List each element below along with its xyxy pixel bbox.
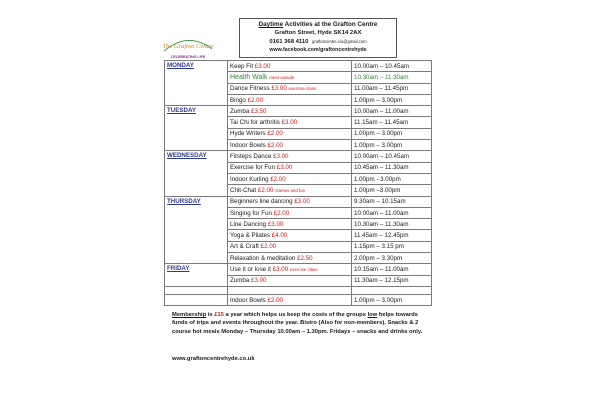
day-cell [165,128,228,139]
day-cell [165,253,228,264]
activity-name: Yoga & Pilates [230,232,271,240]
activity-name: Zumba [230,277,250,285]
activity-name: Use it or lose it [230,265,271,273]
membership-price: £15 [214,312,224,318]
activity-cell [228,207,352,218]
activity-price: £3.00 [254,62,271,70]
day-cell [165,117,228,128]
grafton-centre-logo [158,33,218,61]
activity-name: Zumba [230,107,250,115]
logo-name: The Grafton Centre [162,43,214,50]
activity-name: Art & Craft [230,243,259,251]
header-box [239,18,397,58]
schedule-row [165,162,432,173]
schedule-row [165,151,432,162]
day-cell: FRIDAY [165,264,228,275]
schedule-row [165,207,432,218]
activity-name: Health Walk [230,73,268,81]
time-cell: 1.00pm – 3.00pm [352,128,432,139]
membership-label: Membership [172,312,207,318]
time-cell: 10.00am – 10.45am [352,61,432,72]
schedule-row [165,83,432,94]
activity-cell [228,83,352,94]
header-address: Grafton Street, Hyde SK14 2AX [274,30,362,37]
activity-cell [228,128,352,139]
activity-cell [228,185,352,196]
activity-cell [228,106,352,117]
time-cell: 2.00pm – 3.30pm [352,253,432,264]
activity-price: £3.00 [271,85,287,93]
header-facebook: www.facebook.com/graftoncentrehyde [269,47,367,54]
activity-price: £2.50 [297,254,313,262]
day-cell [165,173,228,184]
activity-price: £3.00 [273,153,289,161]
schedule-row [165,253,432,264]
day-cell [165,185,228,196]
schedule-table [164,60,432,306]
schedule-row [165,128,432,139]
activity-note: exercise class [288,86,317,92]
day-cell [165,275,228,286]
schedule-row [165,140,432,151]
activity-name: Indoor Bowls [230,296,266,304]
time-cell: 10.30am – 11.30am [352,219,432,230]
activity-name: Exercise for Fun [230,164,276,172]
time-cell: 11.00am – 11.45pm [352,83,432,94]
schedule-row [165,106,432,117]
activity-name: Fitsteps Dance [230,153,272,161]
time-cell: 10.00am – 10.45am [352,151,432,162]
activity-note: meet outside [269,74,295,80]
activity-price: £2.00 [247,96,264,104]
day-cell [165,162,228,173]
time-cell [352,286,432,294]
activity-name: Line Dancing [230,220,267,228]
activity-price: £3.00 [276,164,293,172]
day-cell [165,72,228,83]
activity-cell [228,241,352,252]
schedule-row [165,219,432,230]
time-cell: 10.30am – 11.30am [352,72,432,83]
activity-price: £2.00 [260,243,277,251]
schedule-row [165,196,432,207]
day-cell [165,230,228,241]
time-cell: 1.00pm –3.00pm [352,185,432,196]
membership-info [172,311,434,336]
membership-is: is [206,312,215,318]
day-cell [165,140,228,151]
activity-name: Indoor Bowls [230,141,266,149]
activity-name: Hyde Writers [230,130,266,138]
time-cell: 1.15pm – 3.15 pm [352,241,432,252]
activity-price: £2.00 [273,209,290,217]
activity-cell [228,61,352,72]
schedule-row [165,61,432,72]
activity-name: Bingo [230,96,246,104]
schedule-row [165,185,432,196]
activity-cell [228,230,352,241]
day-cell: THURSDAY [165,196,228,207]
time-cell: 10.00am – 11.00am [352,207,432,218]
schedule-row [165,294,432,305]
activity-price: £2.00 [257,186,274,194]
website-link[interactable]: www.graftoncentrehyde.co.uk [172,356,255,362]
activity-note: Games and fun [275,187,306,193]
time-cell: 11.45am – 12.45pm [352,230,432,241]
time-cell: 1.00pm – 3.00pm [352,94,432,105]
time-cell: 11.30am – 12.15pm [352,275,432,286]
day-cell: MONDAY [165,61,228,72]
day-cell: TUESDAY [165,106,228,117]
schedule-row [165,241,432,252]
activity-cell [228,140,352,151]
time-cell: 10.45am – 11.30am [352,162,432,173]
activity-cell [228,162,352,173]
schedule-row [165,173,432,184]
activity-price: £3.00 [294,198,310,206]
header-contact [244,38,392,46]
activity-price: £4.00 [271,232,288,240]
activity-price: £2.00 [267,141,283,149]
activity-name: Chit-Chat [230,186,257,194]
time-cell: 10.00am – 11.00am [352,106,432,117]
activity-price: £3.00 [281,119,298,127]
logo-tagline: CELEBRATING LIFE [170,55,206,59]
activity-cell [228,117,352,128]
activity-cell [228,196,352,207]
time-cell: 11.15am – 11.45am [352,117,432,128]
activity-name: Keep Fit [230,62,254,70]
schedule-row [165,94,432,105]
activity-cell [228,151,352,162]
activity-note: exercise class [289,266,318,272]
activity-cell [228,286,352,294]
activity-cell [228,264,352,275]
day-cell [165,286,228,294]
day-cell: WEDNESDAY [165,151,228,162]
time-cell: 9.30am – 10.15am [352,196,432,207]
header-title-rest: Activities at the Grafton Centre [283,21,378,28]
time-cell: 1.00pm - 3.00pm [352,173,432,184]
schedule-row [165,230,432,241]
activity-price: £3.00 [251,277,267,285]
activity-name: Indoor Kurling [230,175,269,183]
header-title-daytime: Daytime [258,21,284,28]
day-cell [165,219,228,230]
schedule-row [165,117,432,128]
activity-price: £3.50 [251,107,267,115]
day-cell [165,94,228,105]
activity-name: Dance Fitness [230,85,270,93]
schedule-row [165,275,432,286]
activity-cell [228,72,352,83]
activity-name: Relaxation & meditation [230,254,296,262]
time-cell: 10.15am – 11.00am [352,264,432,275]
day-cell [165,207,228,218]
activity-cell [228,294,352,305]
day-cell [165,83,228,94]
activity-name: Tai Chi for arthritis [230,119,280,127]
activity-price: £3.00 [267,220,284,228]
header-phone: 0161 368 4110 [269,38,309,45]
activity-cell [228,94,352,105]
activity-price: £3.00 [272,265,289,273]
activity-cell [228,253,352,264]
time-cell: 1.00pm – 3.00pm [352,294,432,305]
membership-details: helps towards funds of trips and events throughout the year. Bistro (Also for non-members), Snacks & 2 course hot meals Monday – Thursday 10.00am – 1.30pm. Fridays – snacks and drinks only. [172,312,423,335]
day-cell [165,294,228,305]
schedule-row [165,286,432,294]
schedule-row [165,264,432,275]
activity-cell [228,275,352,286]
activity-price: £2.00 [267,130,283,138]
activity-price: £2.00 [267,296,283,304]
day-cell [165,241,228,252]
header-title [244,21,392,29]
activity-name: Singing for Fun [230,209,272,217]
activity-name: Beginners line dancing [230,198,293,206]
activity-price: £2.00 [270,175,286,183]
schedule-row [165,72,432,83]
membership-low: low [367,312,378,318]
header-email: graftoncentre.cio@gmail.com [312,38,367,44]
activity-cell [228,219,352,230]
membership-text: a year which helps us keep the costs of the groups [223,312,368,318]
time-cell: 1.00pm – 3.00pm [352,140,432,151]
activity-cell [228,173,352,184]
